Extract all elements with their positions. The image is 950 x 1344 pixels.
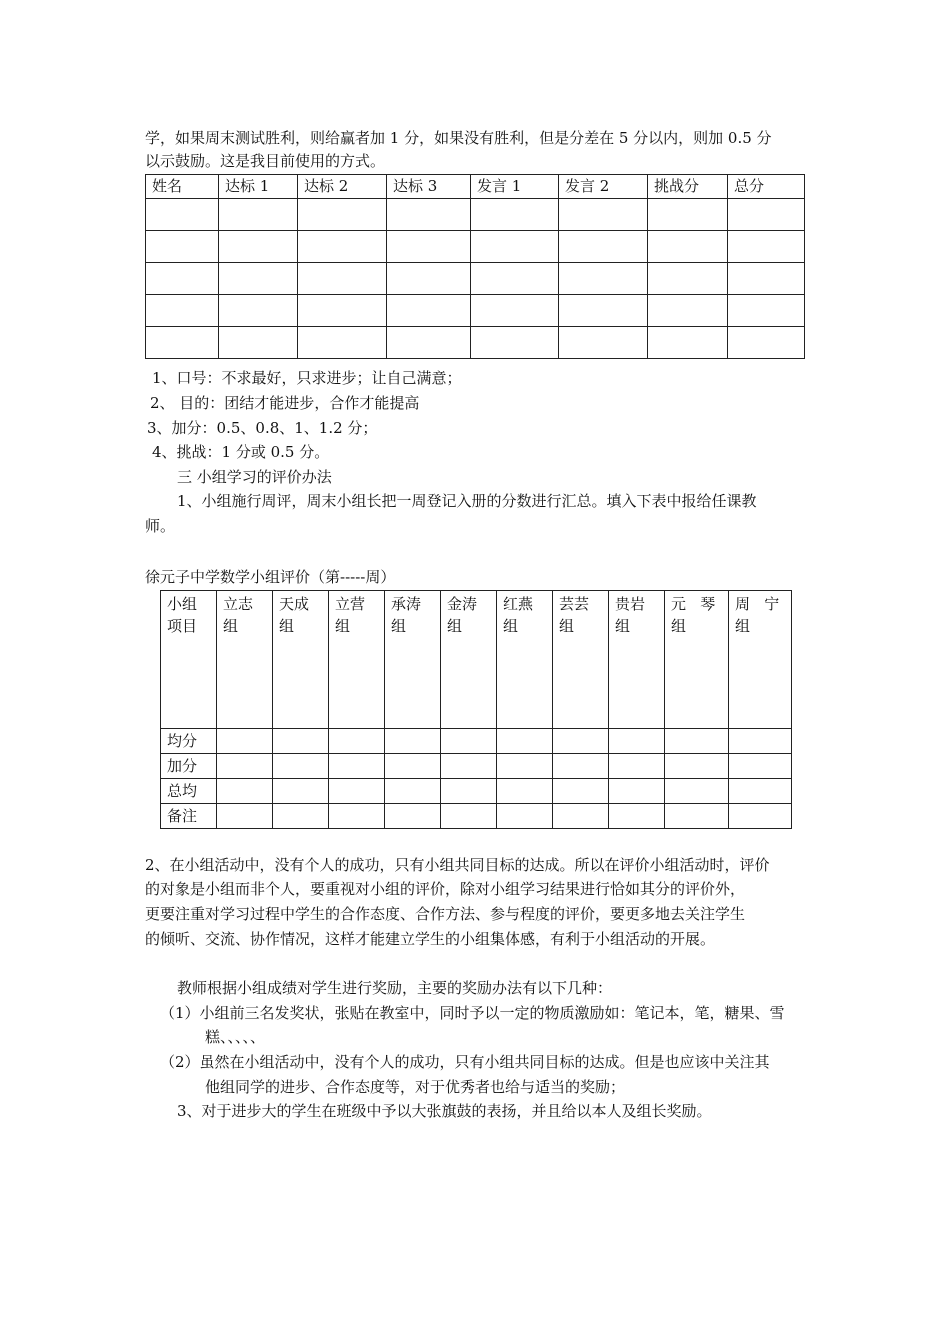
score-header-target3: 达标 3: [387, 175, 471, 199]
para1-line-2: 师。: [145, 517, 176, 535]
table-row: [161, 729, 792, 754]
group-suffix: 组: [615, 617, 631, 635]
score-header-name: 姓名: [146, 175, 219, 199]
group-name: 元 琴: [671, 595, 716, 613]
para2-line-1: 2、在小组活动中，没有个人的成功，只有小组共同目标的达成。所以在评价小组活动时，评价: [145, 856, 770, 874]
row-label: 总均: [161, 779, 217, 804]
reward-1-line-1: （1）小组前三名发奖状，张贴在教室中，同时予以一定的物质激励如：笔记本，笔，糖果、雪: [160, 1004, 785, 1022]
table-row: [161, 779, 792, 804]
group-header: [329, 591, 385, 729]
rule-3: 3、加分：0.5、0.8、1、1.2 分；: [147, 419, 378, 437]
score-header-target1: 达标 1: [219, 175, 298, 199]
row-label: 均分: [161, 729, 217, 754]
table-row: [146, 327, 805, 359]
rule-4: 4、挑战：1 分或 0.5 分。: [152, 443, 330, 461]
reward-3: 3、对于进步大的学生在班级中予以大张旗鼓的表扬，并且给以本人及组长奖励。: [177, 1102, 712, 1120]
group-name: 贵岩: [615, 595, 646, 613]
para1-line-1: 1、小组施行周评，周末小组长把一周登记入册的分数进行汇总。填入下表中报给任课教: [177, 492, 757, 510]
reward-2-line-2: 他组同学的进步、合作态度等，对于优秀者也给与适当的奖励；: [205, 1078, 626, 1096]
group-suffix: 组: [223, 617, 239, 635]
group-suffix: 组: [735, 617, 751, 635]
group-header: [729, 591, 792, 729]
group-name: 立志: [223, 595, 254, 613]
table-row: [146, 231, 805, 263]
group-header: [665, 591, 729, 729]
score-header-target2: 达标 2: [298, 175, 387, 199]
group-name: 承涛: [391, 595, 422, 613]
rule-2: 2、 目的：团结才能进步，合作才能提高: [150, 394, 420, 412]
para2-line-4: 的倾听、交流、协作情况，这样才能建立学生的小组集体感，有利于小组活动的开展。: [145, 930, 716, 948]
eval-corner-cell: [161, 591, 217, 729]
reward-2-line-1: （2）虽然在小组活动中，没有个人的成功，只有小组共同目标的达成。但是也应该中关注其: [160, 1053, 770, 1071]
group-header: [441, 591, 497, 729]
reward-intro: 教师根据小组成绩对学生进行奖励，主要的奖励办法有以下几种：: [177, 979, 613, 997]
group-header: [553, 591, 609, 729]
group-suffix: 组: [279, 617, 295, 635]
group-name: 天成: [279, 595, 310, 613]
para2-line-3: 更要注重对学习过程中学生的合作态度、合作方法、参与程度的评价，要更多地去关注学生: [145, 905, 746, 923]
group-header: [385, 591, 441, 729]
group-header: [497, 591, 553, 729]
corner-bottom-label: 项目: [167, 617, 198, 635]
para2-line-2: 的对象是小组而非个人，要重视对小组的评价，除对小组学习结果进行恰如其分的评价外，: [145, 880, 746, 898]
table-row: [146, 199, 805, 231]
group-header: [217, 591, 273, 729]
score-header-challenge: 挑战分: [648, 175, 728, 199]
intro-line-2: 以示鼓励。这是我目前使用的方式。: [145, 152, 386, 170]
eval-table-caption: 徐元子中学数学小组评价（第-----周）: [145, 568, 396, 586]
group-header: [273, 591, 329, 729]
corner-top-label: 小组: [167, 595, 198, 613]
group-header: [609, 591, 665, 729]
group-eval-table: [160, 590, 792, 829]
group-suffix: 组: [503, 617, 519, 635]
row-label: 加分: [161, 754, 217, 779]
group-suffix: 组: [391, 617, 407, 635]
group-name: 红燕: [503, 595, 534, 613]
score-header-total: 总分: [728, 175, 805, 199]
row-label: 备注: [161, 804, 217, 829]
table-row: [146, 295, 805, 327]
score-table: [145, 174, 805, 359]
table-row: [161, 804, 792, 829]
table-row: [161, 754, 792, 779]
rule-1: 1、口号：不求最好，只求进步；让自己满意；: [152, 369, 462, 387]
group-suffix: 组: [335, 617, 351, 635]
reward-1-line-2: 糕、、、、、: [205, 1028, 266, 1046]
group-name: 芸芸: [559, 595, 590, 613]
score-table-header-row: [146, 175, 805, 199]
intro-line-1: 学，如果周末测试胜利，则给赢者加 1 分，如果没有胜利，但是分差在 5 分以内，则加 0.5 分: [145, 129, 772, 147]
group-suffix: 组: [447, 617, 463, 635]
score-header-speech1: 发言 1: [471, 175, 559, 199]
table-row: [146, 263, 805, 295]
group-name: 金涛: [447, 595, 478, 613]
group-suffix: 组: [671, 617, 687, 635]
eval-table-header-row: [161, 591, 792, 729]
section-title: 三 小组学习的评价办法: [177, 468, 332, 486]
group-name: 立营: [335, 595, 366, 613]
group-name: 周 宁: [735, 595, 780, 613]
group-suffix: 组: [559, 617, 575, 635]
score-header-speech2: 发言 2: [559, 175, 648, 199]
